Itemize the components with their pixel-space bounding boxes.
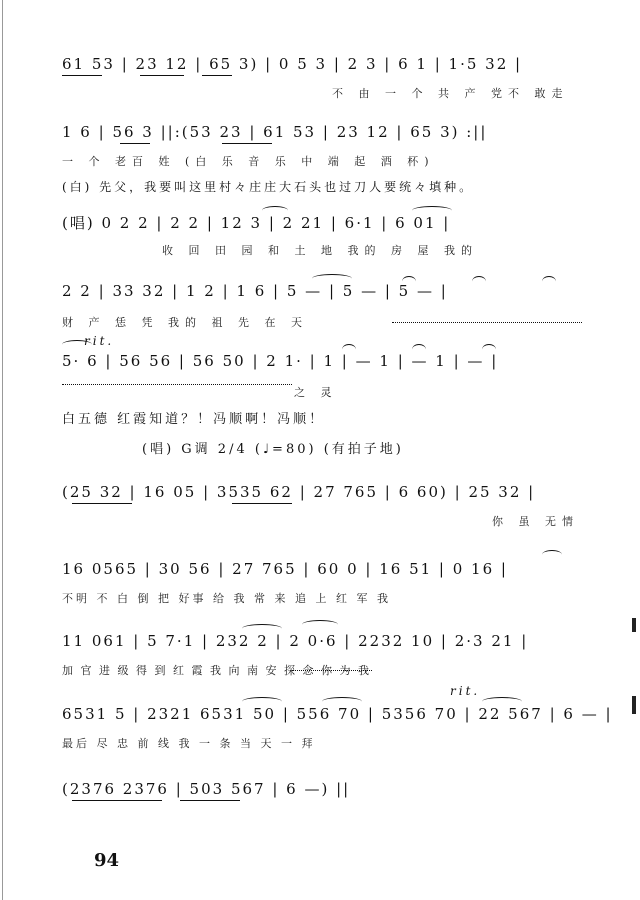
notation-line: 11 061 | 5 7·1 | 232 2 | 2 0·6 | 2232 10 | 2·3 21 |	[62, 632, 529, 650]
melisma-line	[292, 666, 372, 671]
fermata-mark	[542, 276, 556, 287]
slur-mark	[482, 697, 522, 706]
rit-marking: rit.	[450, 684, 481, 698]
slur-mark	[412, 206, 452, 215]
staff-row-8	[62, 632, 582, 677]
lyric-line: 加 官 进 级 得 到 红 霞 我 向 南 安 探 念 你 为 我	[62, 664, 371, 677]
notation-line: 5· 6 | 56 56 | 56 50 | 2 1· | 1 | — 1 | — 1 | — |	[62, 352, 499, 370]
slur-mark	[322, 697, 362, 706]
slur-mark	[62, 340, 92, 349]
notation-line: 16 0565 | 30 56 | 27 765 | 60 0 | 16 51 | 0 16 |	[62, 560, 508, 578]
spoken-dialogue: (白) 先父，我要叫这里村々庄庄大石头也过刀人要统々填种。	[62, 180, 475, 194]
staff-row-2	[62, 123, 582, 168]
notation-line: (25 32 | 16 05 | 3535 62 | 27 765 | 6 60) | 25 32 |	[62, 483, 536, 501]
melisma-line	[392, 318, 582, 323]
slur-mark	[242, 697, 282, 706]
rit-marking: rit.	[84, 334, 115, 348]
page-edge-line	[2, 0, 3, 900]
notation-line: 2 2 | 33 32 | 1 2 | 1 6 | 5 — | 5 — | 5 — |	[62, 282, 448, 300]
staff-row-5	[62, 352, 582, 399]
notation-line: 1 6 | 56 3 ||:(53 23 | 61 53 | 23 12 | 65 3) :||	[62, 123, 488, 141]
underline-mark	[140, 75, 184, 76]
lyric-line: 不 由 一 个 共 产 党不 敢走	[332, 87, 569, 100]
fermata-mark	[482, 344, 496, 355]
scan-margin-mark	[632, 696, 636, 714]
staff-row-10	[62, 780, 582, 806]
underline-mark	[222, 143, 272, 144]
staff-row-9	[62, 705, 613, 750]
underline-mark	[72, 503, 132, 504]
underline-mark	[120, 143, 150, 144]
notation-line: (2376 2376 | 503 567 | 6 —) ||	[62, 780, 351, 798]
staff-row-6	[62, 483, 582, 528]
underline-mark	[72, 800, 162, 801]
scan-margin-mark	[632, 618, 636, 632]
fermata-mark	[472, 276, 486, 287]
lyric-line: 最后 尽 忠 前 线 我 一 条 当 天 一 拜	[62, 737, 316, 750]
lyric-line: 一 个 老百 姓 (白 乐 音 乐 中 端 起 酒 杯)	[62, 155, 435, 168]
slur-mark	[242, 624, 282, 633]
slur-mark	[312, 274, 352, 283]
staff-row-3	[62, 212, 582, 257]
key-tempo-line: (唱) G调 2/4 (♩=80) (有拍子地)	[142, 442, 404, 457]
staff-row-1	[62, 55, 582, 100]
lyric-line: 不明 不 白 倒 把 好事 给 我 常 来 追 上 红 军 我	[62, 592, 391, 605]
fermata-mark	[412, 344, 426, 355]
notation-line: 6531 5 | 2321 6531 50 | 556 70 | 5356 70 | 22 567 | 6 — |	[62, 705, 613, 723]
fermata-mark	[402, 276, 416, 287]
underline-mark	[232, 503, 292, 504]
lyric-line: 收 回 田 园 和 土 地 我的 房 屋 我的	[162, 244, 478, 257]
slur-mark	[262, 206, 288, 215]
lyric-line: 你 虽 无情	[492, 515, 579, 528]
lyric-line: 财 产 恁 凭 我的 祖 先 在 天	[62, 316, 308, 329]
spoken-dialogue: 白五德 红霞知道？！冯顺啊！冯顺！	[62, 412, 326, 427]
fermata-mark	[342, 344, 356, 355]
slur-mark	[542, 550, 562, 559]
underline-mark	[180, 800, 240, 801]
notation-line: 61 53 | 23 12 | 65 3) | 0 5 3 | 2 3 | 6 1 | 1·5 32 |	[62, 55, 523, 73]
underline-mark	[62, 75, 102, 76]
slur-mark	[302, 620, 338, 629]
page-number: 94	[94, 850, 120, 871]
lyric-line: 之 灵	[294, 386, 338, 399]
notation-line: (唱) 0 2 2 | 2 2 | 12 3 | 2 21 | 6·1 | 6 01 |	[62, 214, 451, 232]
staff-row-7	[62, 560, 582, 605]
underline-mark	[202, 75, 232, 76]
staff-row-4	[62, 282, 582, 329]
